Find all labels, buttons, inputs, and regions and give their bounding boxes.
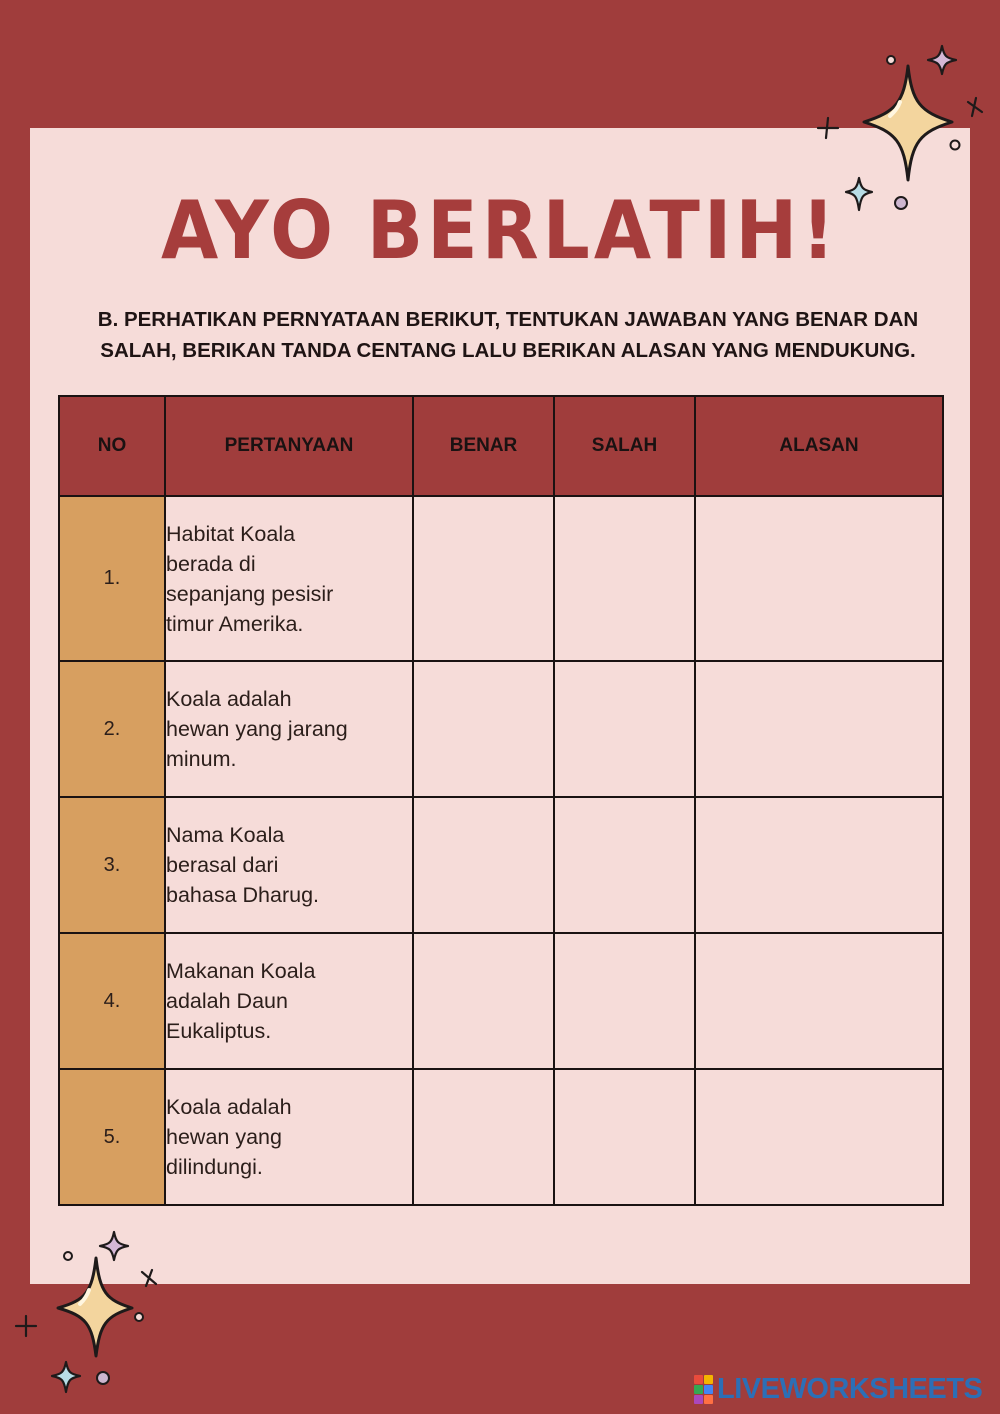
small-sparkle-lilac-icon bbox=[928, 46, 956, 74]
question-line: berada di bbox=[166, 551, 256, 576]
question-line: Makanan Koala bbox=[166, 959, 316, 983]
sparkle-cluster-top-right-icon bbox=[810, 40, 1000, 230]
question-cell bbox=[165, 661, 413, 797]
table-header-row bbox=[59, 396, 943, 496]
liveworksheets-logo-icon bbox=[694, 1375, 713, 1404]
dot-icon bbox=[951, 141, 960, 150]
question-line: hewan yang bbox=[166, 1125, 282, 1149]
question-cell bbox=[165, 496, 413, 661]
question-line: bahasa Dharug. bbox=[166, 883, 319, 907]
false-answer-cell[interactable] bbox=[554, 661, 695, 797]
question-line: sepanjang pesisir bbox=[166, 581, 334, 606]
question-cell bbox=[165, 797, 413, 933]
dot-icon bbox=[135, 1313, 143, 1321]
instruction-line-2: SALAH, BERIKAN TANDA CENTANG LALU BERIKAN ALASAN YANG MENDUKUNG. bbox=[100, 339, 916, 362]
false-answer-cell[interactable] bbox=[554, 797, 695, 933]
small-sparkle-blue-icon bbox=[846, 178, 872, 210]
false-answer-cell[interactable] bbox=[554, 933, 695, 1069]
dot-lilac-icon bbox=[97, 1372, 109, 1384]
true-answer-cell[interactable] bbox=[413, 661, 554, 797]
true-answer-cell[interactable] bbox=[413, 1069, 554, 1205]
instruction-line-1: B. PERHATIKAN PERNYATAAN BERIKUT, TENTUKAN JAWABAN YANG BENAR DAN bbox=[97, 308, 919, 331]
true-answer-cell[interactable] bbox=[413, 496, 554, 661]
big-sparkle-icon bbox=[58, 1258, 132, 1356]
row-number: 4. bbox=[59, 933, 165, 1069]
table-row bbox=[59, 933, 943, 1069]
question-cell bbox=[165, 933, 413, 1069]
header-reason: ALASAN bbox=[695, 396, 943, 496]
cross-icon bbox=[968, 98, 982, 116]
reason-answer-cell[interactable] bbox=[695, 797, 943, 933]
brand-name: LIVEWORKSHEETS bbox=[717, 1372, 983, 1405]
cross-icon bbox=[16, 1316, 36, 1336]
reason-answer-cell[interactable] bbox=[695, 661, 943, 797]
row-number: 2. bbox=[59, 661, 165, 797]
question-line: minum. bbox=[166, 747, 237, 771]
question-line: Eukaliptus. bbox=[166, 1019, 272, 1043]
small-sparkle-blue-icon bbox=[52, 1362, 80, 1392]
question-line: berasal dari bbox=[166, 853, 279, 877]
sparkle-cluster-bottom-left-icon bbox=[10, 1230, 180, 1400]
dot-icon bbox=[887, 56, 895, 64]
reason-answer-cell[interactable] bbox=[695, 496, 943, 661]
true-answer-cell[interactable] bbox=[413, 933, 554, 1069]
question-cell bbox=[165, 1069, 413, 1205]
big-sparkle-icon bbox=[864, 66, 952, 180]
cross-icon bbox=[818, 118, 838, 138]
instruction-text bbox=[70, 304, 946, 366]
table-row bbox=[59, 496, 943, 661]
table-row bbox=[59, 797, 943, 933]
row-number: 5. bbox=[59, 1069, 165, 1205]
question-line: hewan yang jarang bbox=[166, 717, 348, 741]
header-false: SALAH bbox=[554, 396, 695, 496]
question-line: Koala adalah bbox=[166, 687, 292, 711]
header-question: PERTANYAAN bbox=[165, 396, 413, 496]
true-answer-cell[interactable] bbox=[413, 797, 554, 933]
header-true: BENAR bbox=[413, 396, 554, 496]
question-line: Habitat Koala bbox=[166, 521, 296, 546]
table-row bbox=[59, 661, 943, 797]
row-number: 3. bbox=[59, 797, 165, 933]
false-answer-cell[interactable] bbox=[554, 1069, 695, 1205]
false-answer-cell[interactable] bbox=[554, 496, 695, 661]
cross-icon bbox=[142, 1270, 156, 1286]
question-line: adalah Daun bbox=[166, 989, 288, 1013]
question-line: Koala adalah bbox=[166, 1095, 292, 1119]
reason-answer-cell[interactable] bbox=[695, 1069, 943, 1205]
reason-answer-cell[interactable] bbox=[695, 933, 943, 1069]
small-sparkle-lilac-icon bbox=[100, 1232, 128, 1260]
dot-icon bbox=[64, 1252, 72, 1260]
question-line: Nama Koala bbox=[166, 823, 285, 847]
page-title: AYO BERLATIH! bbox=[160, 184, 840, 278]
question-line: dilindungi. bbox=[166, 1155, 263, 1179]
row-number: 1. bbox=[59, 496, 165, 661]
table-row bbox=[59, 1069, 943, 1205]
header-no: NO bbox=[59, 396, 165, 496]
true-false-table bbox=[58, 395, 944, 1206]
dot-lilac-icon bbox=[895, 197, 907, 209]
question-line: timur Amerika. bbox=[166, 611, 304, 636]
liveworksheets-watermark bbox=[694, 1372, 982, 1406]
